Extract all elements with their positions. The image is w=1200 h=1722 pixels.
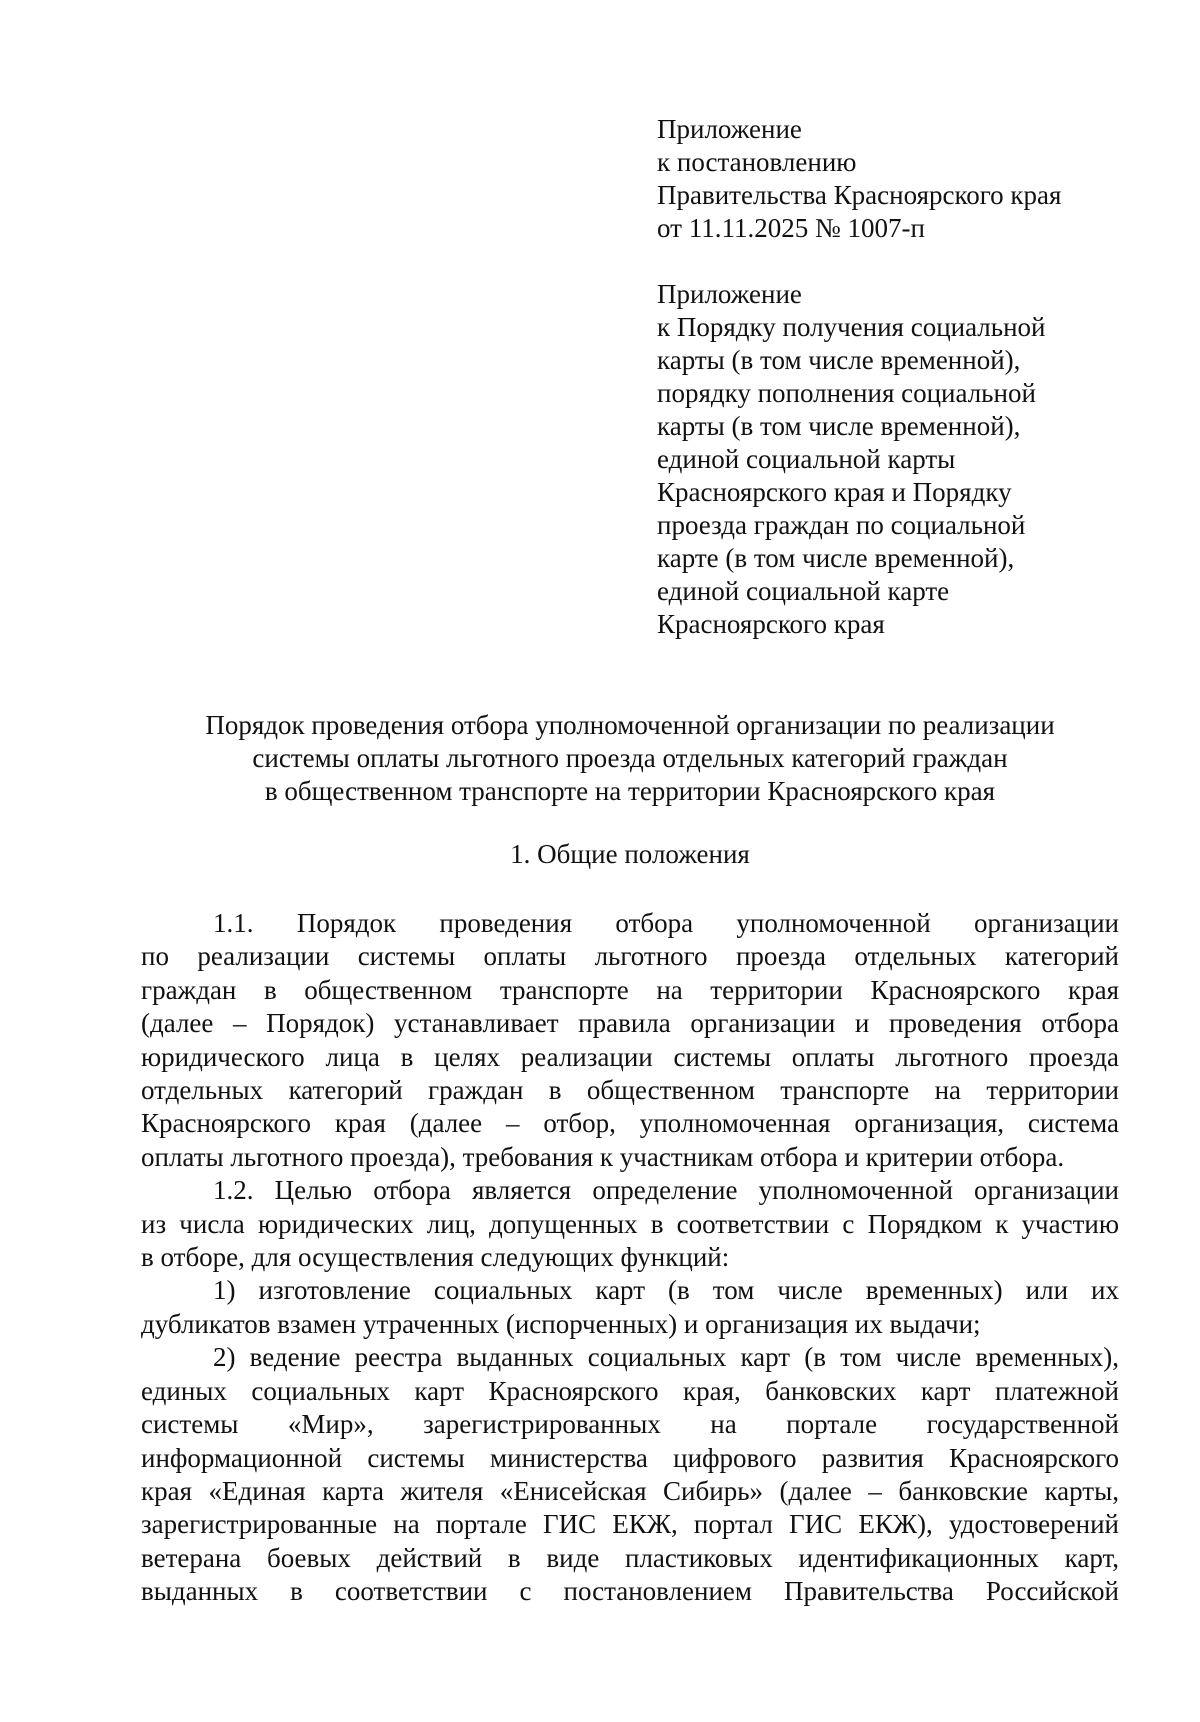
list-item-line: системы «Мир», зарегистрированных на портале государственной	[141, 1409, 1119, 1440]
appendix-line: к Порядку получения социальной	[657, 312, 1046, 342]
appendix-line: единой социальной карты	[657, 444, 956, 474]
appendix-reference	[657, 278, 1117, 641]
paragraph-line: (далее – Порядок) устанавливает правила организации и проведения отбора	[141, 1008, 1119, 1039]
title-line: Порядок проведения отбора уполномоченной организации по реализации	[205, 710, 1055, 740]
appendix-line: единой социальной карте	[657, 576, 950, 606]
list-item-line: края «Единая карта жителя «Енисейская Сибирь» (далее – банковские карты,	[141, 1475, 1119, 1506]
approval-line: Правительства Красноярского края	[657, 180, 1062, 210]
approval-reference	[657, 113, 1117, 245]
list-item-line: зарегистрированные на портале ГИС ЕКЖ, портал ГИС ЕКЖ), удостоверений	[141, 1509, 1119, 1540]
title-line: в общественном транспорте на территории Красноярского края	[264, 776, 996, 806]
approval-line: к постановлению	[657, 147, 857, 177]
list-item-line: ветерана боевых действий в виде пластиковых идентификационных карт,	[141, 1542, 1119, 1573]
approval-line: от 11.11.2025 № 1007-п	[657, 213, 925, 243]
list-item-line: 1) изготовление социальных карт (в том числе временных) или их	[213, 1275, 1119, 1306]
section-heading: 1. Общие положения	[510, 839, 750, 869]
appendix-line: Приложение	[657, 279, 802, 309]
appendix-line: карте (в том числе временной),	[657, 543, 1015, 573]
list-item-line: информационной системы министерства цифрового развития Красноярского	[141, 1442, 1119, 1473]
paragraph-line: 1.1. Порядок проведения отбора уполномоченной организации	[213, 908, 1119, 938]
list-item-line: дубликатов взамен утраченных (испорченных) и организация их выдачи;	[141, 1308, 981, 1339]
paragraph-line: граждан в общественном транспорте на территории Красноярского края	[141, 974, 1119, 1005]
paragraph-line: по реализации системы оплаты льготного проезда отдельных категорий	[141, 941, 1119, 972]
list-item-line: единых социальных карт Красноярского края, банковских карт платежной	[141, 1375, 1119, 1406]
body-text	[141, 907, 1119, 1609]
appendix-line: Красноярского края и Порядку	[657, 477, 1012, 507]
document-title	[140, 709, 1120, 808]
list-item-line: выданных в соответствии с постановлением Правительства Российской	[141, 1576, 1119, 1607]
paragraph-line: 1.2. Целью отбора является определение уполномоченной организации	[213, 1175, 1119, 1206]
paragraph-line: Красноярского края (далее – отбор, уполномоченная организация, система	[141, 1108, 1119, 1139]
paragraph-line: в отборе, для осуществления следующих функций:	[141, 1242, 730, 1273]
paragraph-line: из числа юридических лиц, допущенных в соответствии с Порядком к участию	[141, 1208, 1119, 1239]
paragraph-line: юридического лица в целях реализации системы оплаты льготного проезда	[141, 1041, 1119, 1072]
list-item-line: 2) ведение реестра выданных социальных карт (в том числе временных),	[213, 1342, 1119, 1373]
appendix-line: карты (в том числе временной),	[657, 411, 1021, 441]
paragraph-line: отдельных категорий граждан в общественном транспорте на территории	[141, 1075, 1119, 1106]
approval-line: Приложение	[657, 114, 802, 144]
appendix-line: Красноярского края	[657, 609, 885, 639]
paragraph-line: оплаты льготного проезда), требования к участникам отбора и критерии отбора.	[141, 1141, 1065, 1172]
appendix-line: карты (в том числе временной),	[657, 345, 1021, 375]
appendix-line: проезда граждан по социальной	[657, 510, 1026, 540]
appendix-line: порядку пополнения социальной	[657, 378, 1036, 408]
title-line: системы оплаты льготного проезда отдельных категорий граждан	[252, 743, 1008, 773]
